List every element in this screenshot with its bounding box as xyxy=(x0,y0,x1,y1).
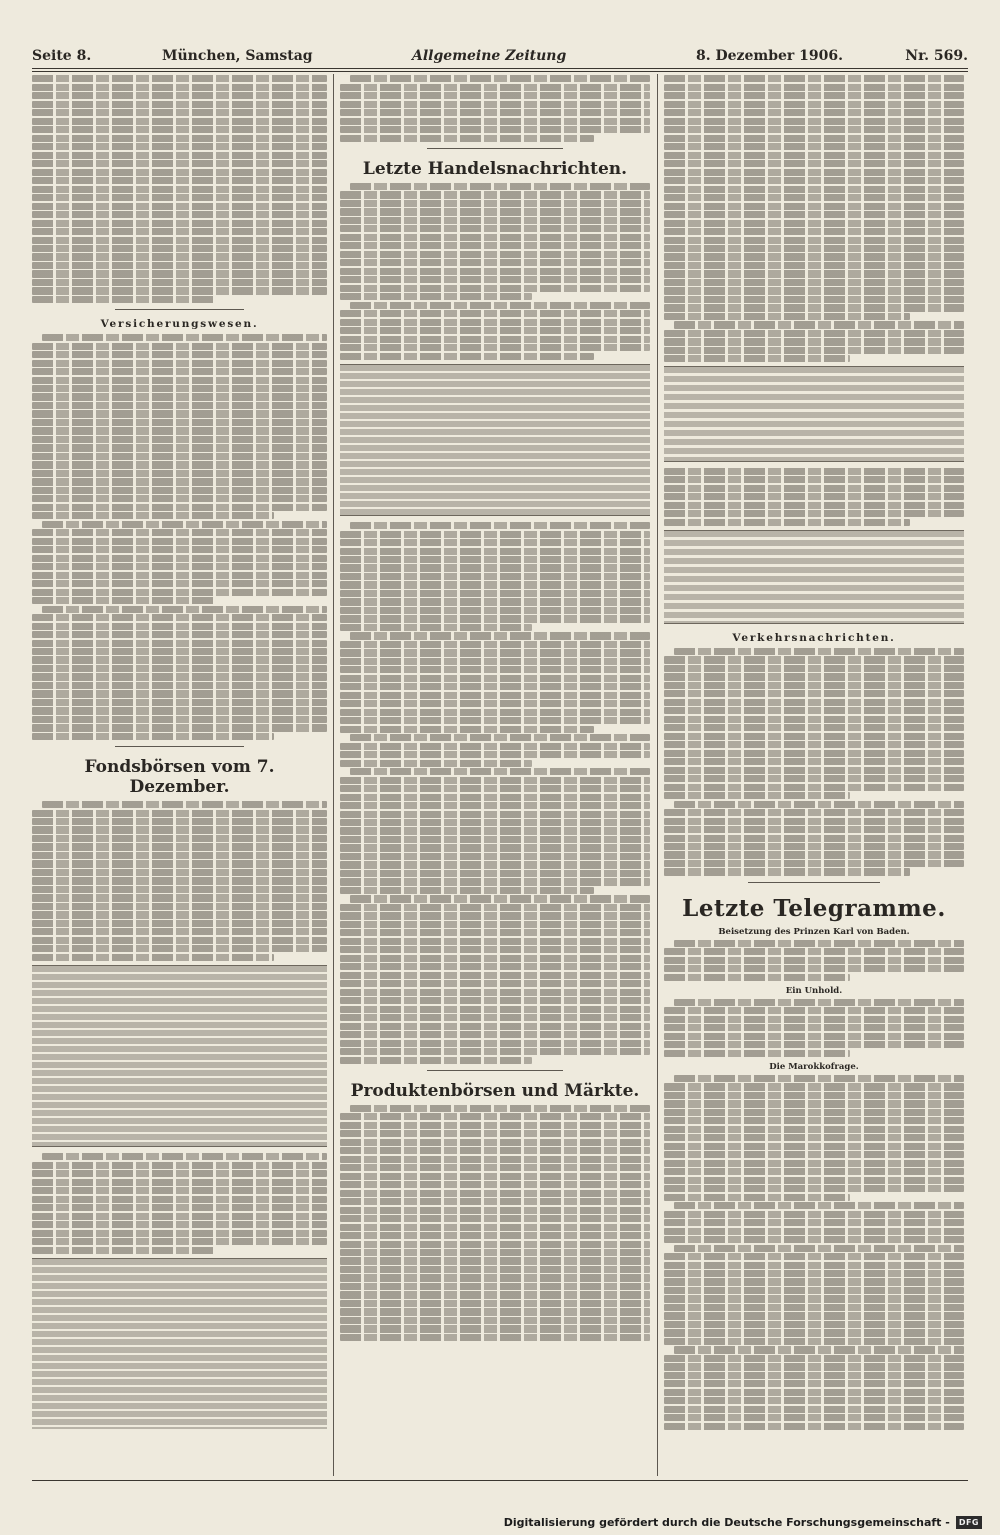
footer-rule xyxy=(32,1480,968,1481)
header-rule-thin xyxy=(32,71,968,72)
article-text xyxy=(32,1153,327,1254)
article-text xyxy=(32,75,327,303)
column-divider xyxy=(657,74,658,1476)
separator xyxy=(115,309,245,310)
article-text xyxy=(340,522,650,1064)
stock-table-vienna xyxy=(32,1258,327,1429)
section-heading-telegrams: Letzte Telegramme. xyxy=(682,894,946,922)
subheading-burial: Beisetzung des Prinzen Karl von Baden. xyxy=(718,926,910,937)
market-table-vienna xyxy=(664,530,964,624)
article-text xyxy=(340,75,650,142)
header-rule xyxy=(32,68,968,69)
issue-date: 8. Dezember 1906. xyxy=(696,48,843,64)
dfg-logo: DFG xyxy=(956,1516,982,1529)
column-1 xyxy=(32,74,327,1476)
subheading-morocco: Die Marokkofrage. xyxy=(769,1061,859,1072)
article-text xyxy=(664,999,964,1057)
column-3 xyxy=(664,74,964,1476)
section-heading-last-trade: Letzte Handelsnachrichten. xyxy=(362,158,628,179)
column-2 xyxy=(340,74,650,1476)
credit-text: Digitalisierung gefördert durch die Deutsche Forschungsgemeinschaft - xyxy=(503,1516,950,1529)
separator xyxy=(115,746,245,747)
section-heading-funds: Fondsbörsen vom 7. Dezember. xyxy=(84,757,275,798)
section-heading-products: Produktenbörsen und Märkte. xyxy=(350,1080,640,1101)
article-text xyxy=(32,801,327,961)
article-text xyxy=(664,468,964,526)
section-heading-insurance: Versicherungswesen. xyxy=(100,318,259,331)
subheading-unhold: Ein Unhold. xyxy=(785,985,843,996)
place-and-day: München, Samstag xyxy=(162,48,313,64)
issue-number: Nr. 569. xyxy=(905,48,968,64)
article-text xyxy=(664,1075,964,1430)
running-header xyxy=(32,48,968,68)
article-text xyxy=(340,1105,650,1341)
page-number: Seite 8. xyxy=(32,48,92,64)
article-text xyxy=(32,334,327,740)
separator xyxy=(748,882,880,883)
section-heading-traffic: Verkehrsnachrichten. xyxy=(732,631,896,644)
stock-table-closing xyxy=(340,364,650,516)
article-text xyxy=(340,183,650,360)
newspaper-title: Allgemeine Zeitung xyxy=(412,48,567,64)
article-text xyxy=(664,648,964,876)
article-text xyxy=(664,940,964,981)
market-table-magdeburg xyxy=(664,366,964,462)
column-divider xyxy=(333,74,334,1476)
separator xyxy=(427,148,563,149)
article-text xyxy=(664,75,964,362)
digitization-credit xyxy=(504,1516,982,1529)
separator xyxy=(427,1070,563,1071)
stock-table-berlin xyxy=(32,965,327,1147)
